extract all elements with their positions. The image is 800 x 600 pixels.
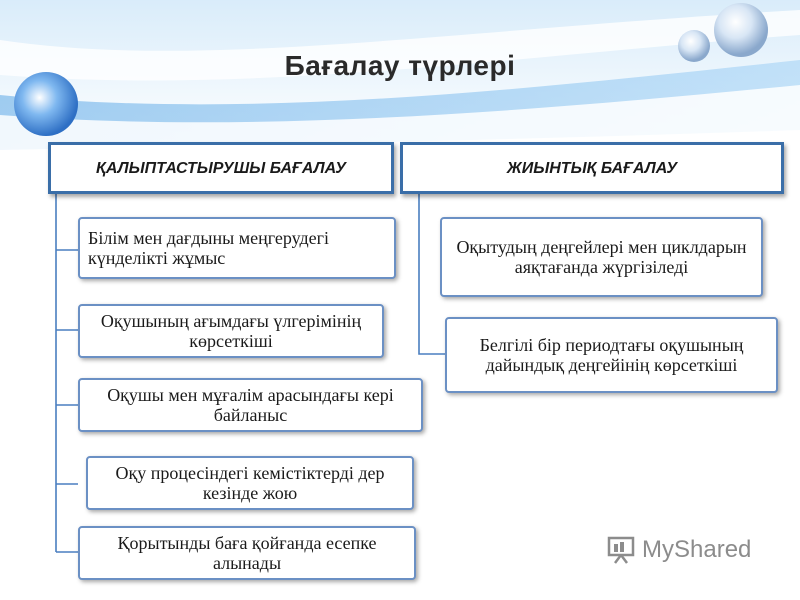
page-title: Бағалау түрлері	[284, 50, 516, 81]
watermark-text: MyShared	[642, 536, 752, 563]
list-item: Оқу процесіндегі кемістіктерді дер кезінде жою	[86, 456, 414, 510]
list-item: Қорытынды баға қойғанда есепке алынады	[78, 526, 416, 580]
watermark	[606, 536, 751, 564]
list-item: Оқытудың деңгейлері мен циклдарын аяқтағанда жүргізіледі	[440, 217, 763, 297]
presentation-board-icon	[606, 536, 636, 564]
list-item: Оқушы мен мұғалім арасындағы кері байланыс	[78, 378, 423, 432]
summative-assessment-header: ЖИЫНТЫҚ БАҒАЛАУ	[400, 142, 784, 194]
formative-assessment-header: ҚАЛЫПТАСТЫРУШЫ БАҒАЛАУ	[48, 142, 394, 194]
list-item: Білім мен дағдыны меңгерудегі күнделікті жұмыс	[78, 217, 396, 279]
list-item: Оқушының ағымдағы үлгерімінің көрсеткіші	[78, 304, 384, 358]
list-item: Белгілі бір периодтағы оқушының дайындық деңгейінің көрсеткіші	[445, 317, 778, 393]
